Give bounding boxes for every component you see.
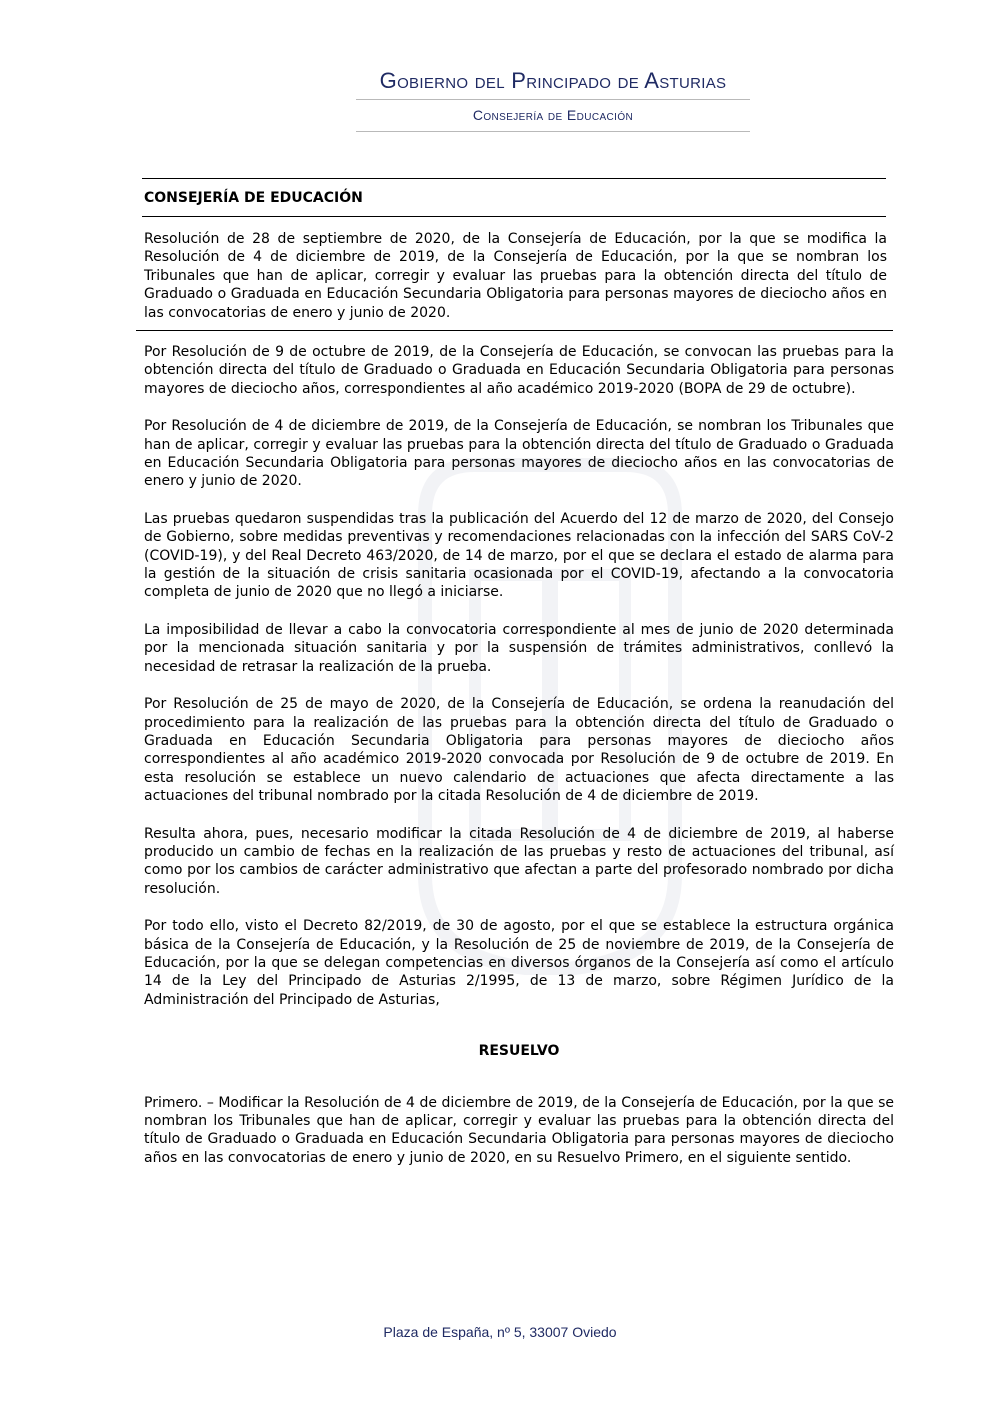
paragraph-2: Por Resolución de 4 de diciembre de 2019, de la Consejería de Educación, se nombran los Tribunales que han de aplicar, corregir y evaluar las pruebas para la obtención directa del título de Graduado o Graduada en Educación Secundaria Obligatoria para personas mayores de dieciocho años en las convocatorias de enero y junio de 2020.	[144, 418, 894, 490]
paragraph-3: Las pruebas quedaron suspendidas tras la publicación del Acuerdo del 12 de marzo de 2020, del Consejo de Gobierno, sobre medidas preventivas y recomendaciones relacionadas con la infección del SARS CoV-2 (COVID-19), y del Real Decreto 463/2020, de 14 de marzo, por el que se declara el estado de alarma para la gestión de la situación de crisis sanitaria ocasionada por el COVID-19, afectando a la convocatoria completa de junio de 2020 que no llegó a iniciarse.	[144, 510, 894, 601]
paragraph-1: Por Resolución de 9 de octubre de 2019, de la Consejería de Educación, se convocan las pruebas para la obtención directa del título de Graduado o Graduada en Educación Secundaria Obligatoria para personas mayores de dieciocho años, correspondientes al año académico 2019-2020 (BOPA de 29 de octubre).	[144, 344, 894, 397]
summary-rule	[136, 330, 893, 331]
paragraph-6: Resulta ahora, pues, necesario modificar la citada Resolución de 4 de diciembre de 2019, al haberse producido un cambio de fechas en la realización de las pruebas y resto de actuaciones del tribunal, así como por los cambios de carácter administrativo que afectan a parte del profesorado nombrado por dicha resolución.	[144, 825, 894, 897]
section-rule-top	[142, 178, 886, 179]
resuelvo-heading: RESUELVO	[478, 1043, 560, 1060]
paragraph-7: Por todo ello, visto el Decreto 82/2019, de 30 de agosto, por el que se establece la estructura orgánica básica de la Consejería de Educación, y la Resolución de 25 de noviembre de 2019, de la Consejería de Educación, por la que se delegan competencias en diversos órganos de la Consejería así como el artículo 14 de la Ley del Principado de Asturias 2/1995, de 13 de marzo, sobre Régimen Jurídico de la Administración del Principado de Asturias,	[144, 918, 894, 1008]
footer-address: Plaza de España, nº 5, 33007 Oviedo	[383, 1324, 617, 1340]
letterhead-rule-top	[356, 99, 750, 100]
section-rule-bottom	[142, 216, 886, 217]
resolution-summary: Resolución de 28 de septiembre de 2020, de la Consejería de Educación, por la que se modifica la Resolución de 4 de diciembre de 2019, de la Consejería de Educación, por la que se nombran los Tribunales que han de aplicar, corregir y evaluar las pruebas para la obtención directa del título de Graduado o Graduada en Educación Secundaria Obligatoria para personas mayores de dieciocho años en las convocatorias de enero y junio de 2020.	[144, 231, 887, 321]
paragraph-5: Por Resolución de 25 de mayo de 2020, de la Consejería de Educación, se ordena la reanudación del procedimiento para la realización de las pruebas para la obtención directa del título de Graduado o Graduada en Educación Secundaria Obligatoria para personas mayores de dieciocho años correspondientes al año académico 2019-2020 convocada por Resolución de 9 de octubre de 2019. En esta resolución se establece un nuevo calendario de actuaciones que afecta directamente a las actuaciones del tribunal nombrado por la citada Resolución de 4 de diciembre de 2019.	[144, 696, 894, 805]
section-heading: CONSEJERÍA DE EDUCACIÓN	[144, 190, 363, 206]
resolution-body	[144, 343, 894, 1186]
letterhead	[356, 66, 750, 132]
letterhead-rule-bottom	[356, 131, 750, 132]
letterhead-title: Gobierno del Principado de Asturias	[379, 68, 727, 93]
paragraph-4: La imposibilidad de llevar a cabo la convocatoria correspondiente al mes de junio de 2020 determinada por la mencionada situación sanitaria y por la suspensión de trámites administrativos, conllevó la necesidad de retrasar la realización de la prueba.	[144, 621, 894, 675]
letterhead-subtitle: Consejería de Educación	[472, 107, 634, 123]
paragraph-primero: Primero. – Modificar la Resolución de 4 de diciembre de 2019, de la Consejería de Educación, por la que se nombran los Tribunales que han de aplicar, corregir y evaluar las pruebas para la obtención directa del título de Graduado o Graduada en Educación Secundaria Obligatoria para personas mayores de dieciocho años en las convocatorias de enero y junio de 2020, en su Resuelvo Primero, en el siguiente sentido.	[144, 1094, 894, 1166]
